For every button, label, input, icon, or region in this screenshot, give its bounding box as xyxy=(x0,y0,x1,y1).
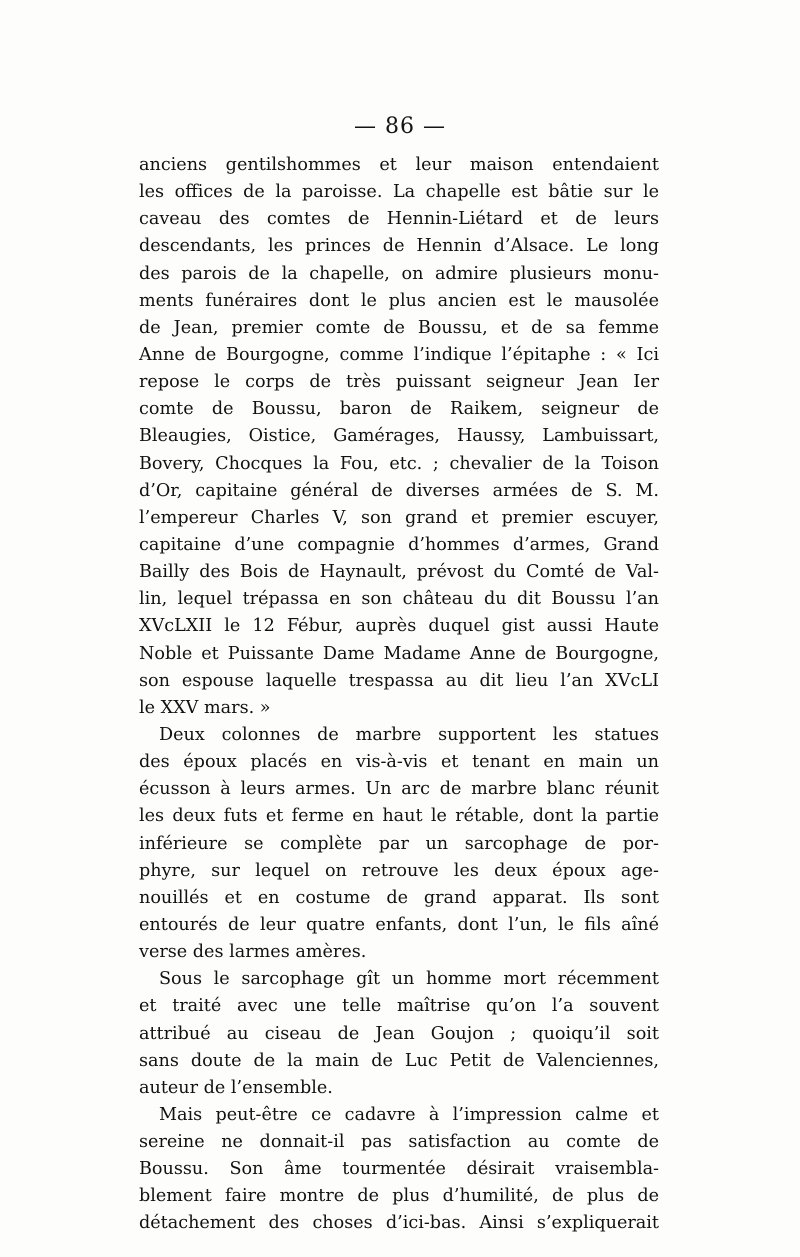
text-line: Boussu. Son âme tourmentée désirait vraisembla- xyxy=(139,1159,659,1180)
text-line: Sous le sarcophage gît un homme mort récemment xyxy=(159,969,659,990)
text-line: détachement des choses d’ici-bas. Ainsi s’expliquerait xyxy=(139,1213,659,1234)
text-line: inférieure se complète par un sarcophage de por- xyxy=(139,833,659,854)
text-line: Bailly des Bois de Haynault, prévost du Comté de Val- xyxy=(139,562,659,583)
text-line: son espouse laquelle trespassa au dit lieu l’an XVcLI xyxy=(139,670,659,691)
text-line: verse des larmes amères. xyxy=(139,942,367,963)
text-line: nouillés et en costume de grand apparat. Ils sont xyxy=(139,887,659,908)
text-line: phyre, sur lequel on retrouve les deux époux age- xyxy=(139,860,659,881)
text-line: lin, lequel trépassa en son château du dit Boussu l’an xyxy=(139,589,659,610)
text-line: sereine ne donnait-il pas satisfaction au comte de xyxy=(139,1132,659,1153)
text-line: écusson à leurs armes. Un arc de marbre blanc réunit xyxy=(139,779,659,800)
text-line: caveau des comtes de Hennin-Liétard et de leurs xyxy=(139,209,659,230)
body-text xyxy=(139,152,659,1238)
text-line: et traité avec une telle maîtrise qu’on l’a souvent xyxy=(139,996,659,1017)
text-line: Noble et Puissante Dame Madame Anne de Bourgogne, xyxy=(139,643,659,664)
text-line: Mais peut-être ce cadavre à l’impression calme et xyxy=(159,1104,659,1125)
text-line: sans doute de la main de Luc Petit de Valenciennes, xyxy=(139,1050,659,1071)
text-line: Bleaugies, Oistice, Gamérages, Haussy, Lambuissart, xyxy=(139,426,659,447)
text-line: capitaine d’une compagnie d’hommes d’armes, Grand xyxy=(139,534,659,555)
text-line: le XXV mars. » xyxy=(139,697,271,718)
text-line: des parois de la chapelle, on admire plusieurs monu- xyxy=(139,263,659,284)
text-line: Deux colonnes de marbre supportent les statues xyxy=(159,724,659,745)
text-line: Anne de Bourgogne, comme l’indique l’épitaphe : « Ici xyxy=(139,344,659,365)
text-line: comte de Boussu, baron de Raikem, seigneur de xyxy=(139,399,659,420)
text-line: blement faire montre de plus d’humilité, de plus de xyxy=(139,1186,659,1207)
text-line: repose le corps de très puissant seigneur Jean Ier xyxy=(139,372,659,393)
text-line: d’Or, capitaine général de diverses armées de S. M. xyxy=(139,480,659,501)
text-line: auteur de l’ensemble. xyxy=(139,1077,333,1098)
text-line: XVcLXII le 12 Fébur, auprès duquel gist aussi Haute xyxy=(139,616,659,637)
text-line: descendants, les princes de Hennin d’Alsace. Le long xyxy=(139,236,659,257)
text-line: Bovery, Chocques la Fou, etc. ; chevalier de la Toison xyxy=(139,453,659,474)
text-line: de Jean, premier comte de Boussu, et de sa femme xyxy=(139,317,659,338)
text-line: entourés de leur quatre enfants, dont l’un, le fils aîné xyxy=(139,914,659,935)
text-line: des époux placés en vis-à-vis et tenant en main un xyxy=(139,752,659,773)
text-line: les deux futs et ferme en haut le rétable, dont la partie xyxy=(139,806,659,827)
text-line: attribué au ciseau de Jean Goujon ; quoiqu’il soit xyxy=(139,1023,659,1044)
page-number: — 86 — xyxy=(354,114,446,139)
text-line: l’empereur Charles V, son grand et premier escuyer, xyxy=(139,507,659,528)
text-line: ments funéraires dont le plus ancien est le mausolée xyxy=(139,290,659,311)
text-line: anciens gentilshommes et leur maison entendaient xyxy=(139,155,659,175)
text-line: les offices de la paroisse. La chapelle est bâtie sur le xyxy=(139,182,659,203)
